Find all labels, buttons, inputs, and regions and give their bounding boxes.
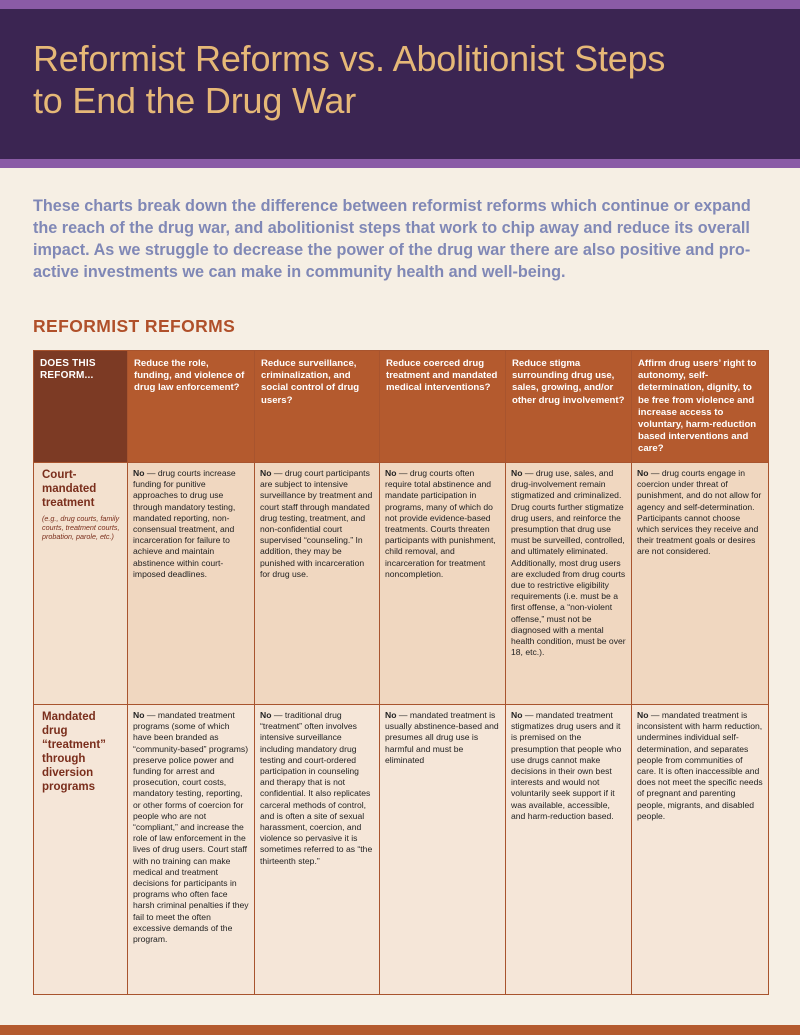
table-cell [128, 463, 255, 705]
section-title: REFORMIST REFORMS [33, 316, 236, 336]
table-cell [380, 463, 506, 705]
table-corner-header: DOES THIS REFORM... [34, 351, 128, 463]
row-label [34, 705, 128, 995]
header-accent-stripe [0, 159, 800, 168]
cell-answer: No [385, 468, 397, 478]
cell-answer: No [260, 468, 272, 478]
cell-answer: No [637, 710, 649, 720]
row-label [34, 463, 128, 705]
cell-text: — drug use, sales, and drug-involvement remain stigmatized and criminalized. Drug courts further stigmatize drug users, and reinforce the presumption that drug use must be surveilled, controlled, and ultimately eliminated. Additionally, most drug users are excluded from drug courts due to restrictive eligibility requirements (i.e. must be a first offense, a “non-violent offense,” must not be diagnosed with a mental health condition, must be over 18, etc.). [511, 468, 626, 658]
cell-text: — drug court participants are subject to intensive surveillance by treatment and court staff through mandated drug testing, treatment, and non-confidential court supervised “counseling.” In addition, they may be punished with incarceration for drug use. [260, 468, 373, 579]
column-header: Affirm drug users’ right to autonomy, self-determination, dignity, to be free from violence and increase access to voluntary, harm-reduction based interventions and care? [632, 351, 769, 463]
table-cell [255, 705, 380, 995]
title-line-1: Reformist Reforms vs. Abolitionist Steps [33, 38, 666, 79]
cell-answer: No [133, 468, 145, 478]
cell-text: — mandated treatment programs (some of which have been branded as “community-based” programs) preserve police power and funding for arrest and prosecution, court costs, mandatory testing, reporting, or other forms of coercion for people who are not “compliant,” and increase the role of law enforcement in the lives of drug users. Court staff with no training can make medical and treatment decisions for participants in programs who often face harsh criminal penalties if they fail to meet the often excessive demands of the program. [133, 710, 249, 945]
cell-answer: No [637, 468, 649, 478]
top-accent-stripe [0, 0, 800, 9]
table-cell [380, 705, 506, 995]
table-cell [632, 463, 769, 705]
table-cell [506, 705, 632, 995]
bottom-accent-stripe [0, 1025, 800, 1035]
cell-text: — mandated treatment is inconsistent with harm reduction, undermines individual self-determination, and separates people from communities of care. It is often inaccessible and does not meet the specific needs of pregnant and parenting people, migrants, and disabled people. [637, 710, 763, 821]
column-header: Reduce coerced drug treatment and mandated medical interventions? [380, 351, 506, 463]
cell-text: — drug courts increase funding for punitive approaches to drug use through mandatory testing, mandated reporting, non-consensual treatment, and incarceration for failure to achieve and maintain abstinence within court-imposed deadlines. [133, 468, 236, 579]
row-sublabel: (e.g., drug courts, family courts, treatment courts, probation, parole, etc.) [42, 514, 120, 541]
reformist-reforms-table [33, 350, 769, 995]
page-title [33, 38, 793, 122]
table-cell [506, 463, 632, 705]
table-cell [255, 463, 380, 705]
cell-text: — drug courts often require total abstinence and mandate participation in programs, many of which do not provide evidence-based treatments. Courts threaten participants with punishment, child removal, and incarceration for treatment noncompletion. [385, 468, 496, 579]
column-header: Reduce surveillance, criminalization, and social control of drug users? [255, 351, 380, 463]
table-row [34, 705, 769, 995]
cell-answer: No [133, 710, 145, 720]
table-cell [632, 705, 769, 995]
cell-answer: No [511, 710, 523, 720]
cell-text: — drug courts engage in coercion under threat of punishment, and do not allow for agency and self-determination. Participants cannot choose which services they receive and their treatment goals or desires are not considered. [637, 468, 762, 557]
table-row [34, 463, 769, 705]
row-label-text: Mandated drug “treatment” through diversion programs [42, 711, 106, 793]
cell-answer: No [511, 468, 523, 478]
cell-text: — mandated treatment is usually abstinence-based and presumes all drug use is harmful and must be eliminated [385, 710, 499, 765]
table-header-row [34, 351, 769, 463]
title-line-2: to End the Drug War [33, 80, 357, 121]
table-cell [128, 705, 255, 995]
row-label-text: Court-mandated treatment [42, 469, 97, 509]
column-header: Reduce stigma surrounding drug use, sales, growing, and/or other drug involvement? [506, 351, 632, 463]
cell-answer: No [260, 710, 272, 720]
cell-answer: No [385, 710, 397, 720]
cell-text: — mandated treatment stigmatizes drug users and it is premised on the presumption that people who use drugs cannot make decisions in their own best interests and would not voluntarily seek support if it was available, accessible, and harm-reduction based. [511, 710, 622, 821]
intro-paragraph: These charts break down the difference between reformist reforms which continue or expand the reach of the drug war, and abolitionist steps that work to chip away and reduce its overall impact. As we struggle to decrease the power of the drug war there are also positive and pro-active investments we can make in community health and well-being. [33, 197, 751, 281]
cell-text: — traditional drug “treatment” often involves intensive surveillance including mandatory drug testing and court-ordered participation in counseling and therapy that is not confidential. It also replicates carceral methods of control, and is often a site of sexual harassment, coercion, and violence so pervasive it is sometimes referred to as “the thirteenth step.” [260, 710, 373, 866]
column-header: Reduce the role, funding, and violence of drug law enforcement? [128, 351, 255, 463]
